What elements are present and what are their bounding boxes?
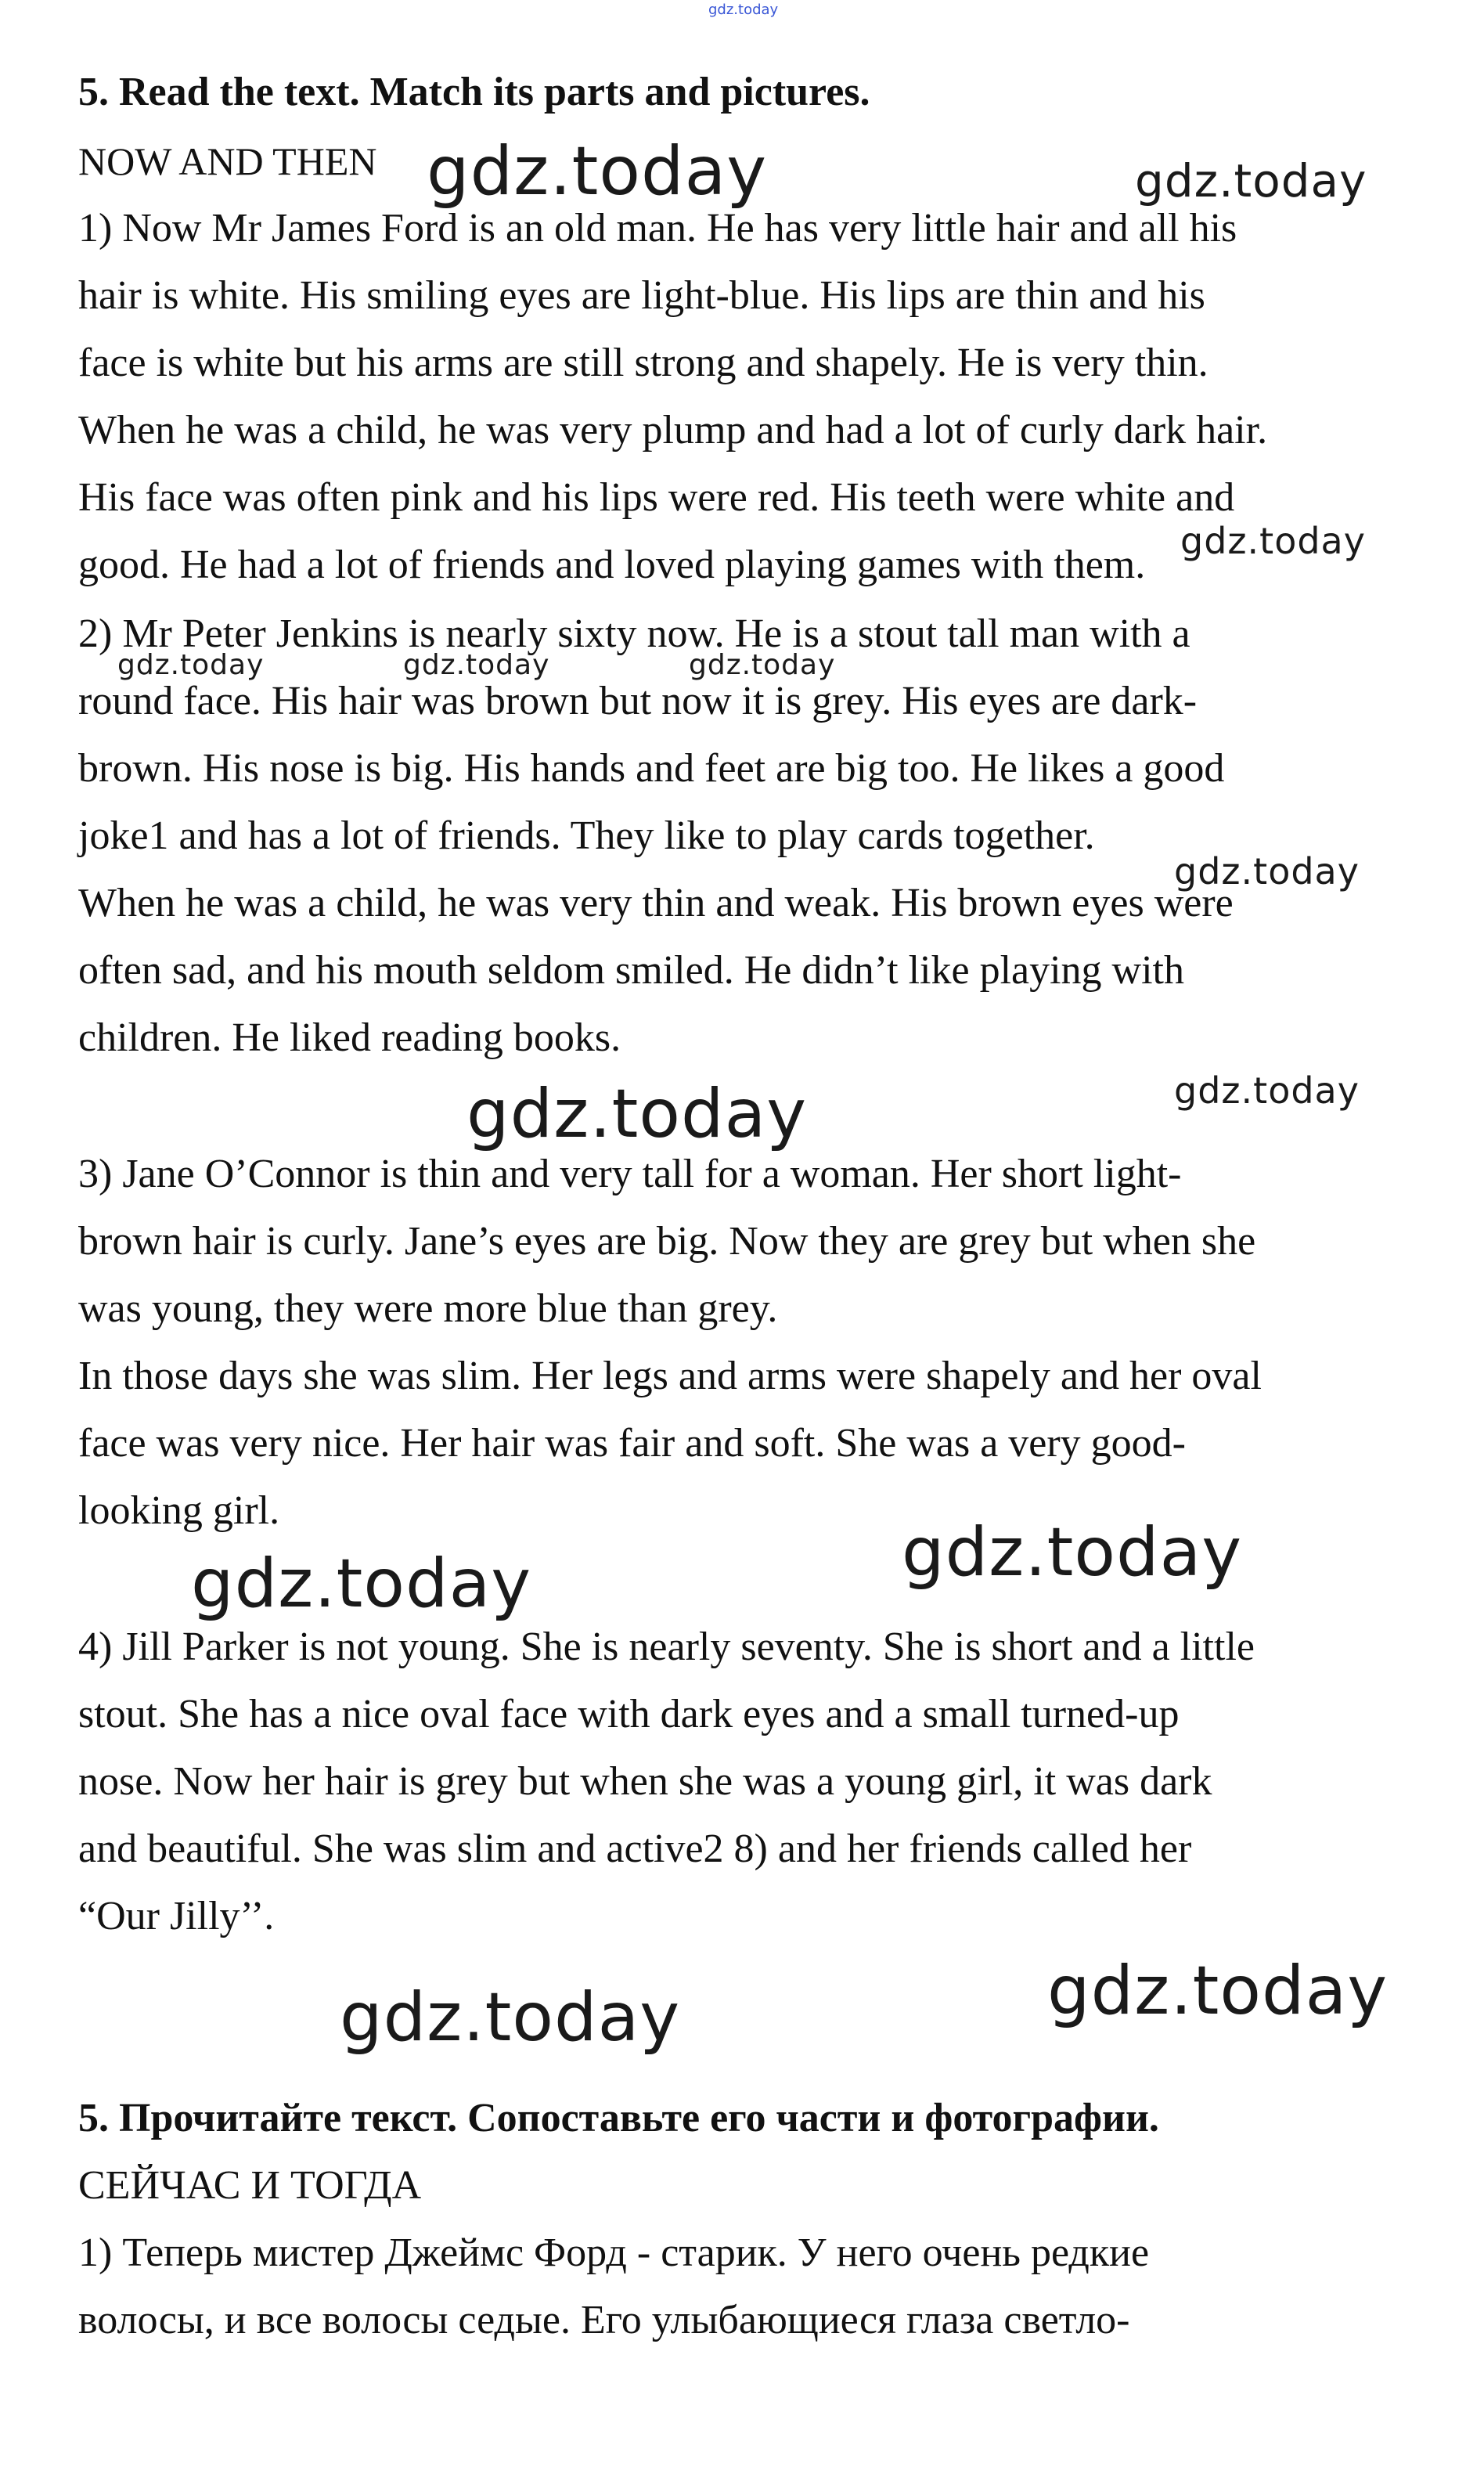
watermark: gdz.today <box>427 132 768 211</box>
watermark: gdz.today <box>191 1545 532 1623</box>
text-line: brown hair is curly. Jane’s eyes are big. Now they are grey but when she <box>78 1219 1256 1264</box>
text-line: stout. She has a nice oval face with dark eyes and a small turned-up <box>78 1692 1180 1736</box>
russian-title: СЕЙЧАС И ТОГДА <box>78 2163 422 2208</box>
watermark: gdz.today <box>340 1978 681 2057</box>
text-line: was young, they were more blue than grey. <box>78 1286 778 1331</box>
text-line: 2) Mr Peter Jenkins is nearly sixty now. He is a stout tall man with a <box>78 611 1190 656</box>
english-title: NOW AND THEN <box>78 139 377 183</box>
watermark: gdz.today <box>403 649 550 681</box>
watermark: gdz.today <box>1180 520 1366 562</box>
watermark: gdz.today <box>117 649 265 681</box>
watermark: gdz.today <box>1135 154 1367 207</box>
english-heading: 5. Read the text. Match its parts and pictures. <box>78 70 870 114</box>
text-line: When he was a child, he was very plump and had a lot of curly dark hair. <box>78 408 1268 453</box>
text-line: face is white but his arms are still strong and shapely. He is very thin. <box>78 341 1208 385</box>
watermark: gdz.today <box>689 649 836 681</box>
text-line: joke1 and has a lot of friends. They like to play cards together. <box>78 813 1095 858</box>
top-watermark: gdz.today <box>708 2 779 18</box>
text-line: When he was a child, he was very thin and weak. His brown eyes were <box>78 881 1234 925</box>
text-line: волосы, и все волосы седые. Его улыбающиеся глаза светло- <box>78 2298 1130 2342</box>
watermark: gdz.today <box>1047 1952 1389 2030</box>
text-line: 4) Jill Parker is not young. She is nearly seventy. She is short and a little <box>78 1625 1255 1669</box>
text-line: face was very nice. Her hair was fair and soft. She was a very good- <box>78 1421 1186 1466</box>
text-line: 3) Jane O’Connor is thin and very tall for a woman. Her short light- <box>78 1152 1182 1196</box>
text-line: good. He had a lot of friends and loved playing games with them. <box>78 543 1146 587</box>
watermark: gdz.today <box>1174 1069 1360 1112</box>
watermark: gdz.today <box>466 1075 808 1153</box>
text-line: In those days she was slim. Her legs and arms were shapely and her oval <box>78 1354 1262 1398</box>
text-line: 1) Now Mr James Ford is an old man. He has very little hair and all his <box>78 206 1237 251</box>
russian-heading: 5. Прочитайте текст. Сопоставьте его части и фотографии. <box>78 2096 1159 2140</box>
text-line: nose. Now her hair is grey but when she was a young girl, it was dark <box>78 1759 1212 1804</box>
text-line: 1) Теперь мистер Джеймс Форд - старик. У него очень редкие <box>78 2230 1150 2275</box>
text-line: children. He liked reading books. <box>78 1015 621 1060</box>
text-line: brown. His nose is big. His hands and feet are big too. He likes a good <box>78 746 1225 791</box>
text-line: and beautiful. She was slim and active2 8) and her friends called her <box>78 1826 1192 1871</box>
text-line: hair is white. His smiling eyes are light-blue. His lips are thin and his <box>78 273 1205 318</box>
watermark: gdz.today <box>902 1513 1243 1592</box>
text-line: round face. His hair was brown but now it is grey. His eyes are dark- <box>78 679 1198 723</box>
watermark: gdz.today <box>1174 850 1360 893</box>
text-line: His face was often pink and his lips were red. His teeth were white and <box>78 475 1235 520</box>
text-line: “Our Jilly’’. <box>78 1894 275 1938</box>
text-line: often sad, and his mouth seldom smiled. He didn’t like playing with <box>78 948 1184 993</box>
text-line: looking girl. <box>78 1488 280 1533</box>
